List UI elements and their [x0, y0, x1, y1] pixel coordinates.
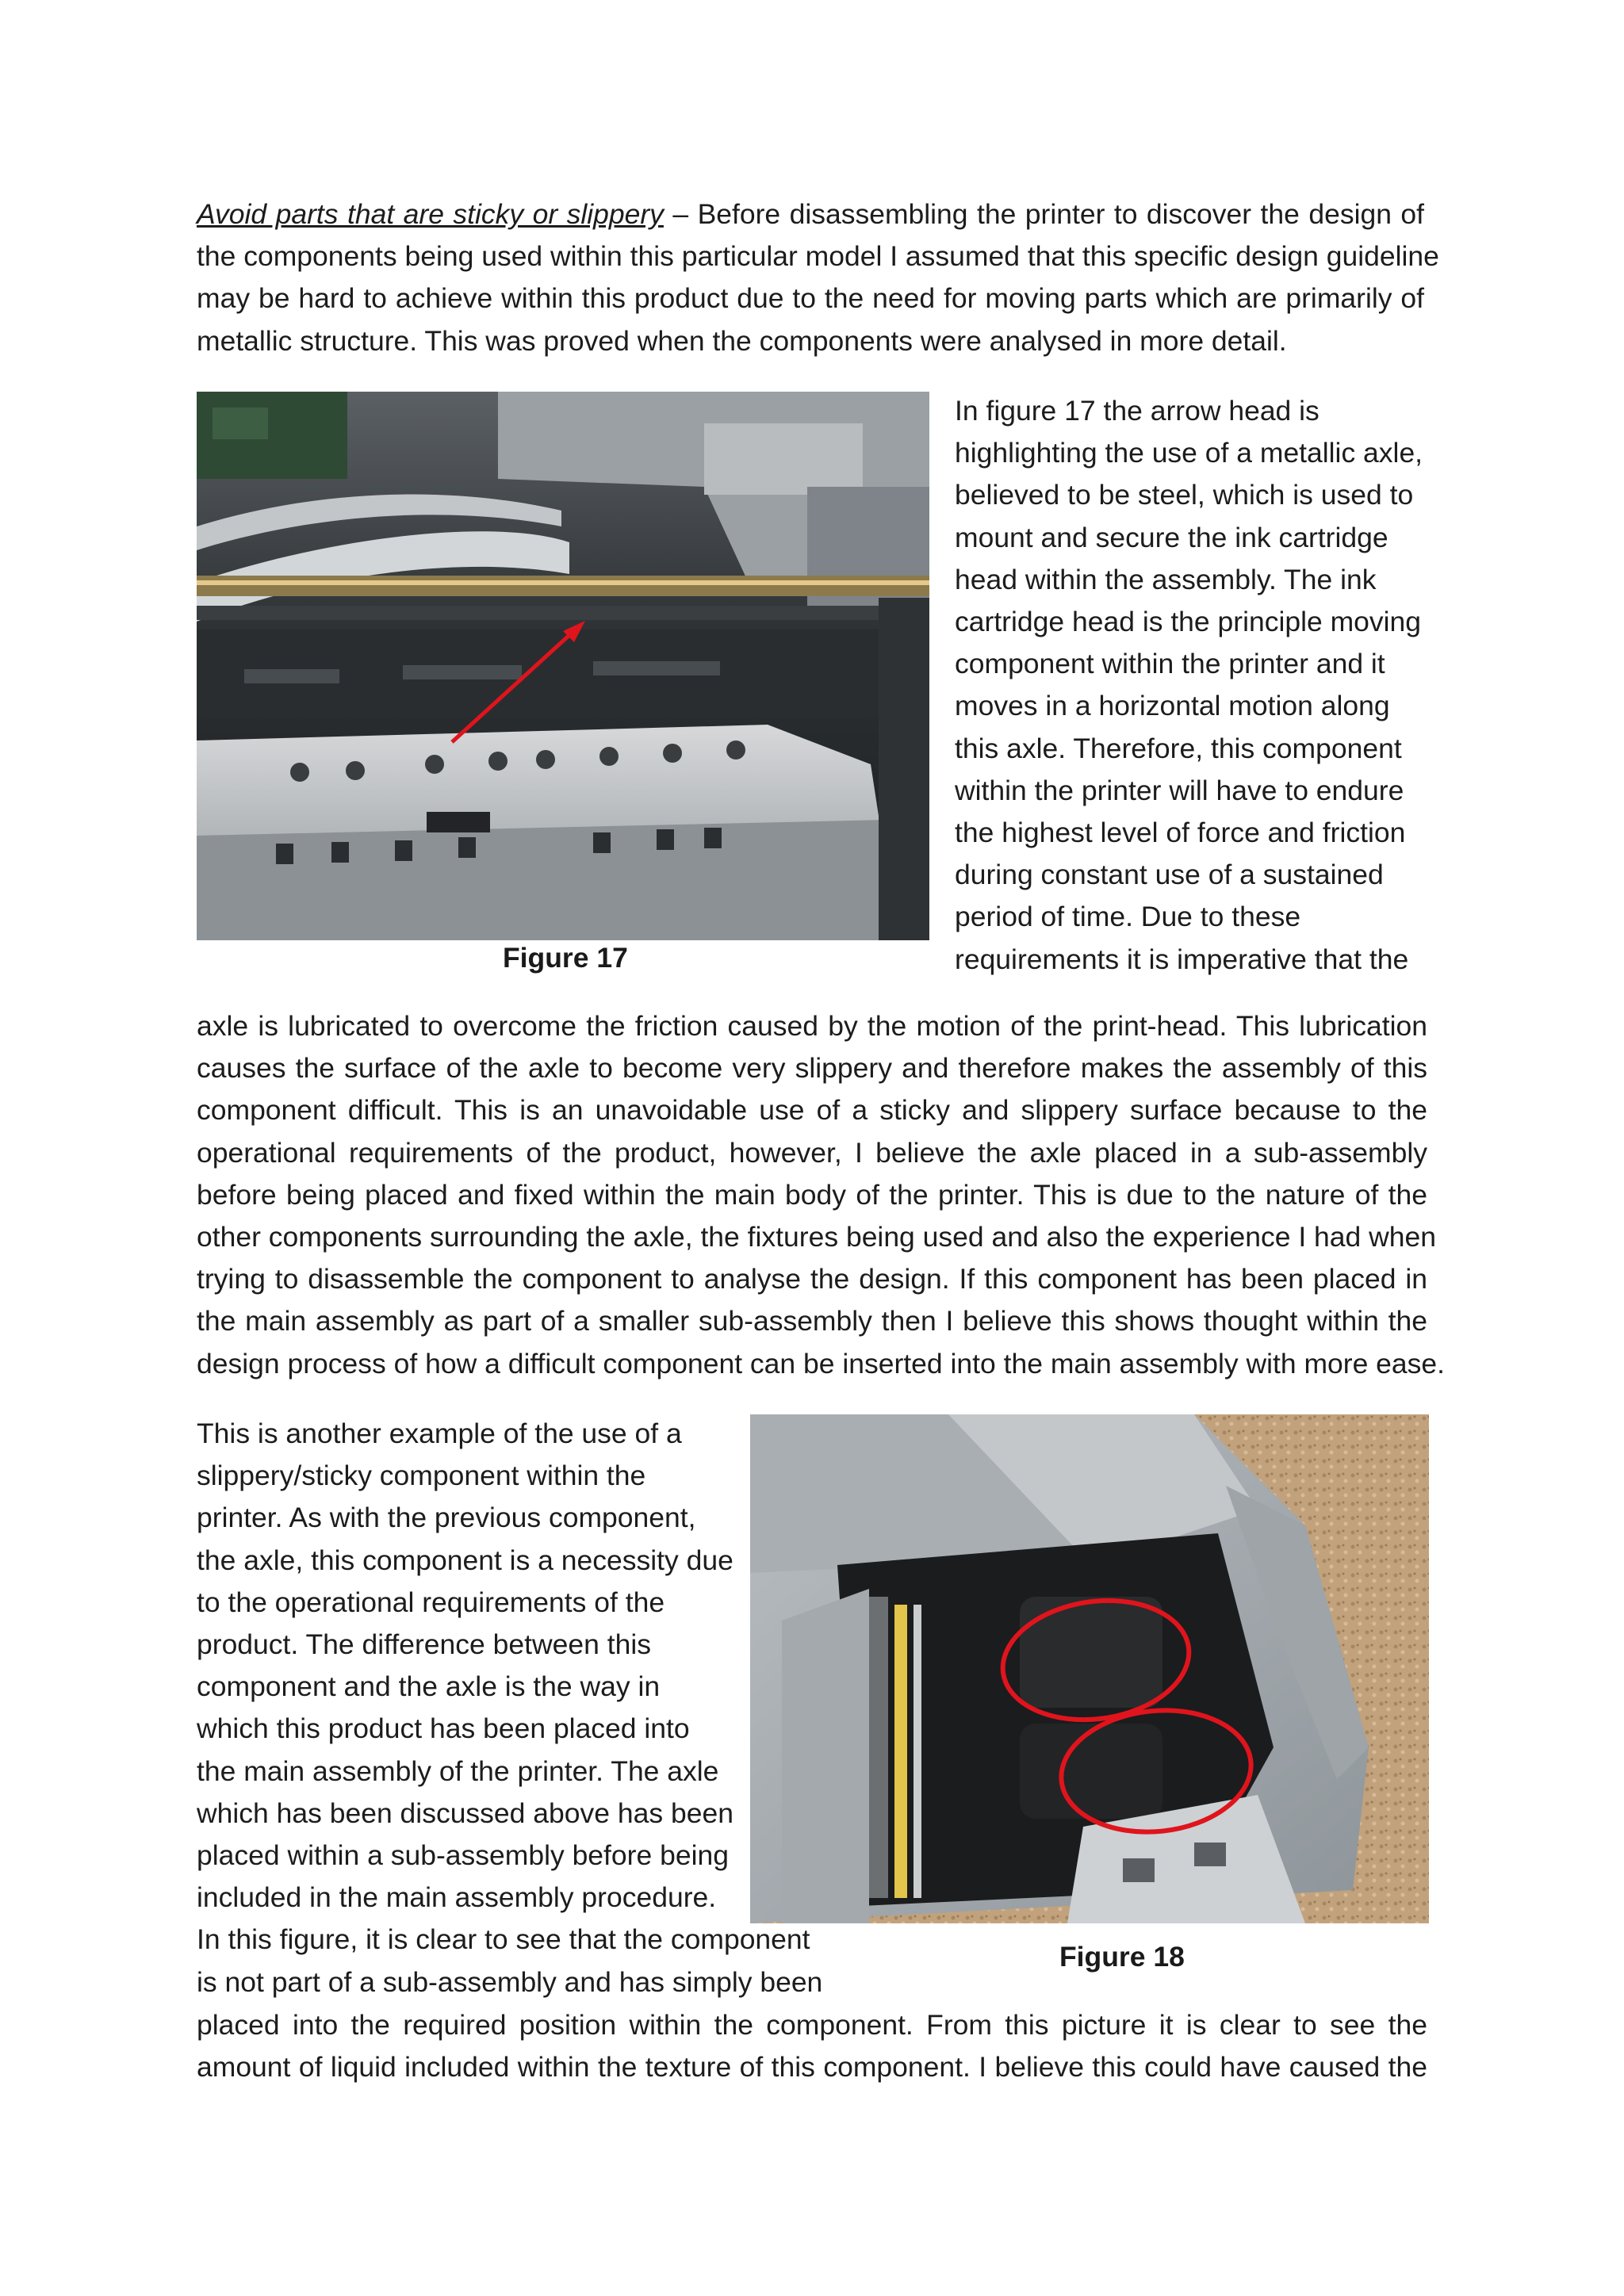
- body-line: amount of liquid included within the texture of this component. I believe this could have caused the: [197, 2051, 1427, 2084]
- side-line: highlighting the use of a metallic axle,: [955, 437, 1423, 469]
- side-line: which this product has been placed into: [197, 1712, 690, 1745]
- intro-line: may be hard to achieve within this product due to the need for moving parts which are primarily of: [197, 282, 1424, 315]
- side-line: within the printer will have to endure: [955, 774, 1404, 806]
- body-line: placed into the required position within the component. From this picture it is clear to see the: [197, 2009, 1427, 2041]
- side-line: the main assembly of the printer. The axle: [197, 1755, 719, 1787]
- heading-dash: –: [663, 198, 698, 230]
- side-line: which has been discussed above has been: [197, 1797, 733, 1829]
- body-line: axle is lubricated to overcome the friction caused by the motion of the print-head. This lubrication: [197, 1010, 1427, 1042]
- side-line: during constant use of a sustained: [955, 859, 1384, 891]
- body-line: before being placed and fixed within the main body of the printer. This is due to the nature of the: [197, 1178, 1427, 1211]
- side-line: the highest level of force and friction: [955, 817, 1406, 849]
- body-line: design process of how a difficult component can be inserted into the main assembly with more ease.: [197, 1347, 1446, 1380]
- section-heading: Avoid parts that are sticky or slippery: [197, 198, 664, 230]
- intro-line: Before disassembling the printer to discover the design of: [697, 198, 1424, 230]
- middle-paragraph: [197, 1005, 1446, 1385]
- figure-17-caption: Figure 17: [503, 942, 628, 974]
- side-line: component within the printer and it: [955, 648, 1385, 680]
- side-line: requirements it is imperative that the: [955, 943, 1409, 975]
- side-line: In figure 17 the arrow head is: [955, 395, 1320, 427]
- side-line: cartridge head is the principle moving: [955, 606, 1422, 638]
- side-line: slippery/sticky component within the: [197, 1460, 646, 1492]
- side-line: In this figure, it is clear to see that the component: [197, 1923, 810, 1956]
- side-line: period of time. Due to these: [955, 901, 1301, 933]
- body-line: trying to disassemble the component to analyse the design. If this component has been placed in: [197, 1263, 1427, 1295]
- intro-paragraph: [197, 193, 1439, 362]
- side-line: is not part of a sub-assembly and has simply been: [197, 1965, 823, 1998]
- body-line: the main assembly as part of a smaller sub-assembly then I believe this shows thought within the: [197, 1305, 1427, 1337]
- side-line: placed within a sub-assembly before being: [197, 1839, 729, 1872]
- body-line: other components surrounding the axle, the fixtures being used and also the experience I had when: [197, 1221, 1437, 1253]
- side-line: mount and secure the ink cartridge: [955, 521, 1388, 553]
- body-line: operational requirements of the product, however, I believe the axle placed in a sub-assembly: [197, 1136, 1427, 1169]
- side-line: component and the axle is the way in: [197, 1670, 661, 1703]
- figure-17-side-text: [955, 390, 1431, 981]
- side-line: printer. As with the previous component,: [197, 1502, 696, 1534]
- figure-18-side-text: [197, 1413, 823, 2003]
- figure-18-photo: [750, 1414, 1429, 1923]
- side-line: the axle, this component is a necessity due: [197, 1544, 733, 1576]
- body-line: causes the surface of the axle to become very slippery and therefore makes the assembly of this: [197, 1052, 1427, 1085]
- figure-18-caption: Figure 18: [1059, 1941, 1185, 1973]
- side-line: head within the assembly. The ink: [955, 563, 1377, 595]
- side-line: believed to be steel, which is used to: [955, 479, 1414, 511]
- body-line: component difficult. This is an unavoidable use of a sticky and slippery surface because to the: [197, 1094, 1427, 1127]
- side-line: product. The difference between this: [197, 1628, 651, 1661]
- side-line: this axle. Therefore, this component: [955, 732, 1402, 764]
- side-line: to the operational requirements of the: [197, 1586, 665, 1618]
- bottom-paragraph: [197, 2004, 1427, 2088]
- side-line: included in the main assembly procedure.: [197, 1881, 717, 1914]
- intro-line: metallic structure. This was proved when the components were analysed in more detail.: [197, 324, 1287, 357]
- intro-line: the components being used within this particular model I assumed that this specific design guideline: [197, 240, 1439, 273]
- side-line: moves in a horizontal motion along: [955, 690, 1390, 722]
- side-line: This is another example of the use of a: [197, 1418, 682, 1449]
- figure-17-photo: [197, 392, 929, 940]
